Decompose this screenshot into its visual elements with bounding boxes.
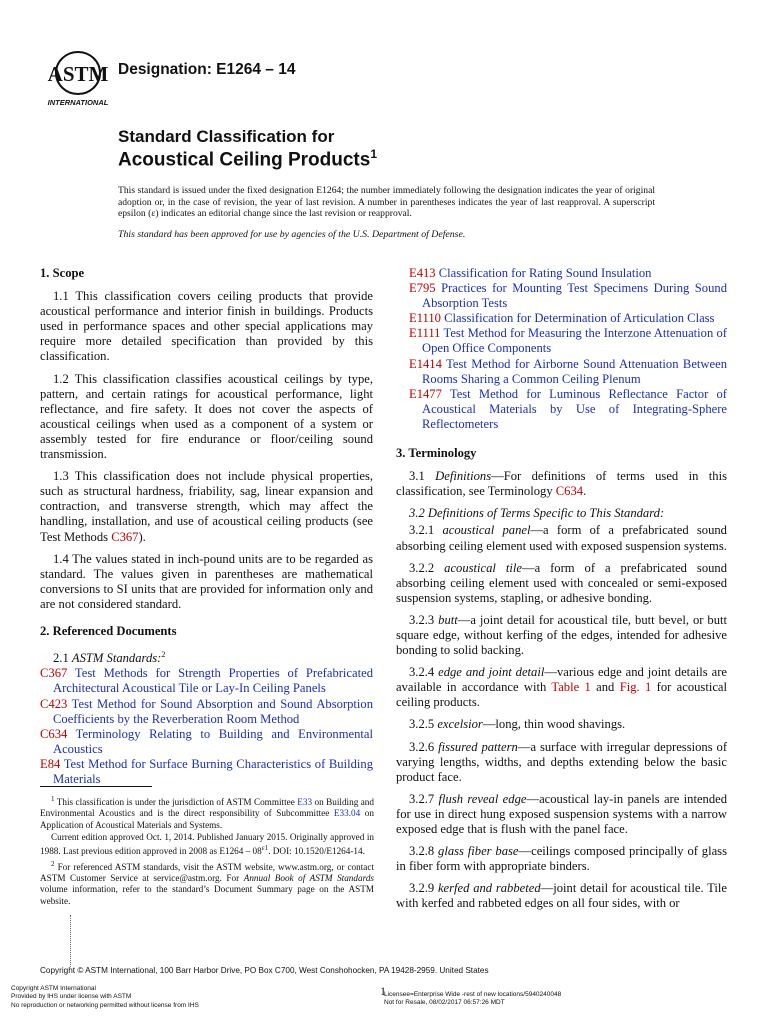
definition: 3.2.6 fissured pattern—a surface with irregular depressions of varying lengths, widths, and depths extending below the basic product face. (396, 739, 728, 784)
definition: 3.2.3 butt—a joint detail for acoustical tile, butt bevel, or butt square edge, without kerfing of the edges, intended for adhesive bonding to solid backing. (396, 612, 727, 658)
refdocs-heading: 2. Referenced Documents (40, 623, 177, 638)
copyright-line: Copyright © ASTM International, 100 Barr Harbor Drive, PO Box C700, West Conshohocken, PA 19428-2959. United States (40, 966, 489, 975)
terminology-heading: 3. Terminology (396, 446, 477, 461)
ref-title[interactable]: Practices for Mounting Test Specimens During Sound Absorption Tests (422, 281, 727, 311)
ref-code[interactable]: E795 (409, 281, 436, 296)
paragraph-1-3: 1.3 This classification does not include physical properties, such as structural hardness, friability, sag, linear expansion and contraction, and transverse strength, which may affect the handling, installation, and use of acoustical ceiling products (see Test Methods C367). (40, 469, 373, 544)
footnote-2: $^2$ For referenced ASTM standards, visit the ASTM website, www.astm.org, or contact ASTM Customer Service at service@astm.org. For Annual Book of ASTM Standards volume information, refer to the standard’s Document Summary page on the ASTM website. (40, 859, 374, 906)
ref-title[interactable]: Terminology Relating to Building and Environmental Acoustics (53, 726, 373, 756)
margin-dots (70, 915, 73, 967)
ref-code[interactable]: C634 (40, 726, 68, 741)
ref-code[interactable]: E84 (40, 756, 61, 771)
ref-title[interactable]: Test Method for Airborne Sound Attenuation Between Rooms Sharing a Common Ceiling Plenum (422, 356, 727, 386)
ref-title[interactable]: Test Methods for Strength Properties of Prefabricated Architectural Acoustical Tile or Lay-In Ceiling Panels (53, 666, 373, 696)
ref-item (40, 697, 373, 727)
ref-code[interactable]: E1477 (409, 386, 442, 401)
ref-title[interactable]: Test Method for Sound Absorption and Sound Absorption Coefficients by the Reverberation Room Method (53, 696, 373, 726)
ref-item (396, 326, 727, 356)
license-left: Copyright ASTM International Provided by IHS under license with ASTM No reproduction or networking permitted without license from IHS (11, 985, 199, 1009)
link-table-1[interactable]: Table 1 (551, 680, 591, 695)
ref-title[interactable]: Test Method for Surface Burning Characteristics of Building Materials (53, 756, 373, 786)
definition: 3.2.8 glass fiber base—ceilings composed principally of glass in fiber form with appropriate binders. (396, 844, 727, 874)
paragraph-3-2: 3.2 Definitions of Terms Specific to This Standard: (409, 506, 665, 521)
page-number: 1 (380, 984, 386, 998)
paragraph-1-2: 1.2 This classification classifies acoustical ceilings by type, pattern, and certain ratings for acoustical performance, light reflectance, and fire safety. It does not cover the aspects of acoustical ceilings when used as a component of a system or assembly tested for fire endurance or floor/ceiling sound transmission. (40, 371, 373, 462)
footnote-1: $^1$ This classification is under the jurisdiction of ASTM Committee E33 on Building and Environmental Acoustics and is the direct responsibility of Subcommittee E33.04 on Application of Acoustical Materials and Systems. (40, 795, 374, 830)
ref-code[interactable]: E1111 (409, 326, 441, 341)
ref-title[interactable]: Test Method for Luminous Reflectance Factor of Acoustical Materials by Use of Integrating-Sphere Reflectometers (422, 386, 727, 431)
issue-note: This standard is issued under the fixed designation E1264; the number immediately following the designation indicates the year of original adoption or, in the case of revision, the year of last revision. A number in parentheses indicates the year of last reapproval. A superscript epsilon (ε) indicates an editorial change since the last revision or reapproval. (118, 185, 655, 220)
ref-item (396, 266, 727, 281)
svg-text:ASTM: ASTM (47, 62, 109, 86)
astm-standards-label: 2.1 ASTM Standards:$^2$ (53, 650, 166, 666)
footnotes (40, 794, 374, 908)
ref-item (40, 757, 373, 787)
ref-code[interactable]: C423 (40, 696, 68, 711)
ref-item (396, 281, 727, 311)
definition: 3.2.5 excelsior—long, thin wood shavings. (409, 717, 626, 732)
link-fig-1[interactable]: Fig. 1 (619, 680, 652, 695)
ref-title[interactable]: Classification for Rating Sound Insulation (435, 266, 652, 280)
designation: Designation: E1264 – 14 (118, 61, 296, 78)
paragraph-3-1: 3.1 Definitions—For definitions of terms used in this classification, see Terminology C634. (396, 469, 727, 499)
license-right: Licensee=Enterprise Wide -rest of new locations/5940240048 Not for Resale, 08/02/2017 06:57:26 MDT (384, 991, 562, 1007)
paragraph-1-1: 1.1 This classification covers ceiling products that provide acoustical performance and interior finish in buildings. Products used in performance spaces and other special applications may require more detailed specification than provided by this classification. (40, 289, 373, 364)
definition: 3.2.2 acoustical tile—a form of a prefabricated sound absorbing ceiling element used with concealed or semi-exposed suspension systems, stapling, or adhesive bonding. (396, 560, 728, 605)
ref-item (396, 311, 727, 326)
dod-approval-note: This standard has been approved for use by agencies of the U.S. Department of Defense. (118, 229, 466, 240)
definition: 3.2.9 kerfed and rabbeted—joint detail for acoustical tile. Tile with kerfed and rabbeted edges on all four sides, with or (396, 881, 728, 911)
title-line-1: Standard Classification for (118, 127, 335, 146)
link-e33[interactable]: E33 (297, 797, 313, 808)
ref-code[interactable]: C367 (40, 666, 68, 681)
ref-code[interactable]: E1110 (409, 311, 441, 326)
footnote-rule (40, 786, 152, 787)
definition: 3.2.4 edge and joint detail—various edge and joint details are available in accordance with Table 1 and Fig. 1 for acoustical ceiling products. (396, 665, 728, 710)
ref-title[interactable]: Test Method for Measuring the Interzone Attenuation of Open Office Components (422, 326, 727, 356)
right-column (396, 266, 727, 918)
ref-item (396, 357, 727, 387)
scope-heading: 1. Scope (40, 266, 85, 280)
ref-title[interactable]: Classification for Determination of Articulation Class (440, 311, 715, 326)
svg-text:INTERNATIONAL: INTERNATIONAL (47, 98, 109, 107)
ref-code[interactable]: E1414 (409, 356, 442, 371)
footnote-1-edition: Current edition approved Oct. 1, 2014. Published January 2015. Originally approved in 1988. Last previous edition approved in 2008 as $E1264 - 08^{\varepsilon 1}$. DOI: 10.1520/E1264-14. (40, 831, 374, 857)
title-line-2: Acoustical Ceiling Products$^1$ (118, 147, 378, 171)
ref-item (40, 666, 373, 696)
paragraph-1-4: 1.4 The values stated in inch-pound units are to be regarded as standard. The values given in parentheses are mathematical conversions to SI units that are provided for information only and are not considered standard. (40, 551, 373, 611)
ref-code[interactable]: E413 (409, 266, 436, 280)
link-e33-04[interactable]: E33.04 (333, 808, 361, 819)
left-column (40, 266, 373, 787)
ref-item (396, 387, 727, 432)
link-c367[interactable]: C367 (111, 529, 139, 544)
definition: 3.2.7 flush reveal edge—acoustical lay-in panels are intended for use in direct hung exposed suspension systems with a narrow exposed edge that is flush with the panel face. (396, 791, 728, 836)
link-c634[interactable]: C634 (555, 484, 584, 499)
astm-logo (44, 50, 112, 108)
ref-item (40, 727, 373, 757)
definition: 3.2.1 acoustical panel—a form of a prefabricated sound absorbing ceiling element used with exposed suspension systems. (396, 523, 727, 553)
